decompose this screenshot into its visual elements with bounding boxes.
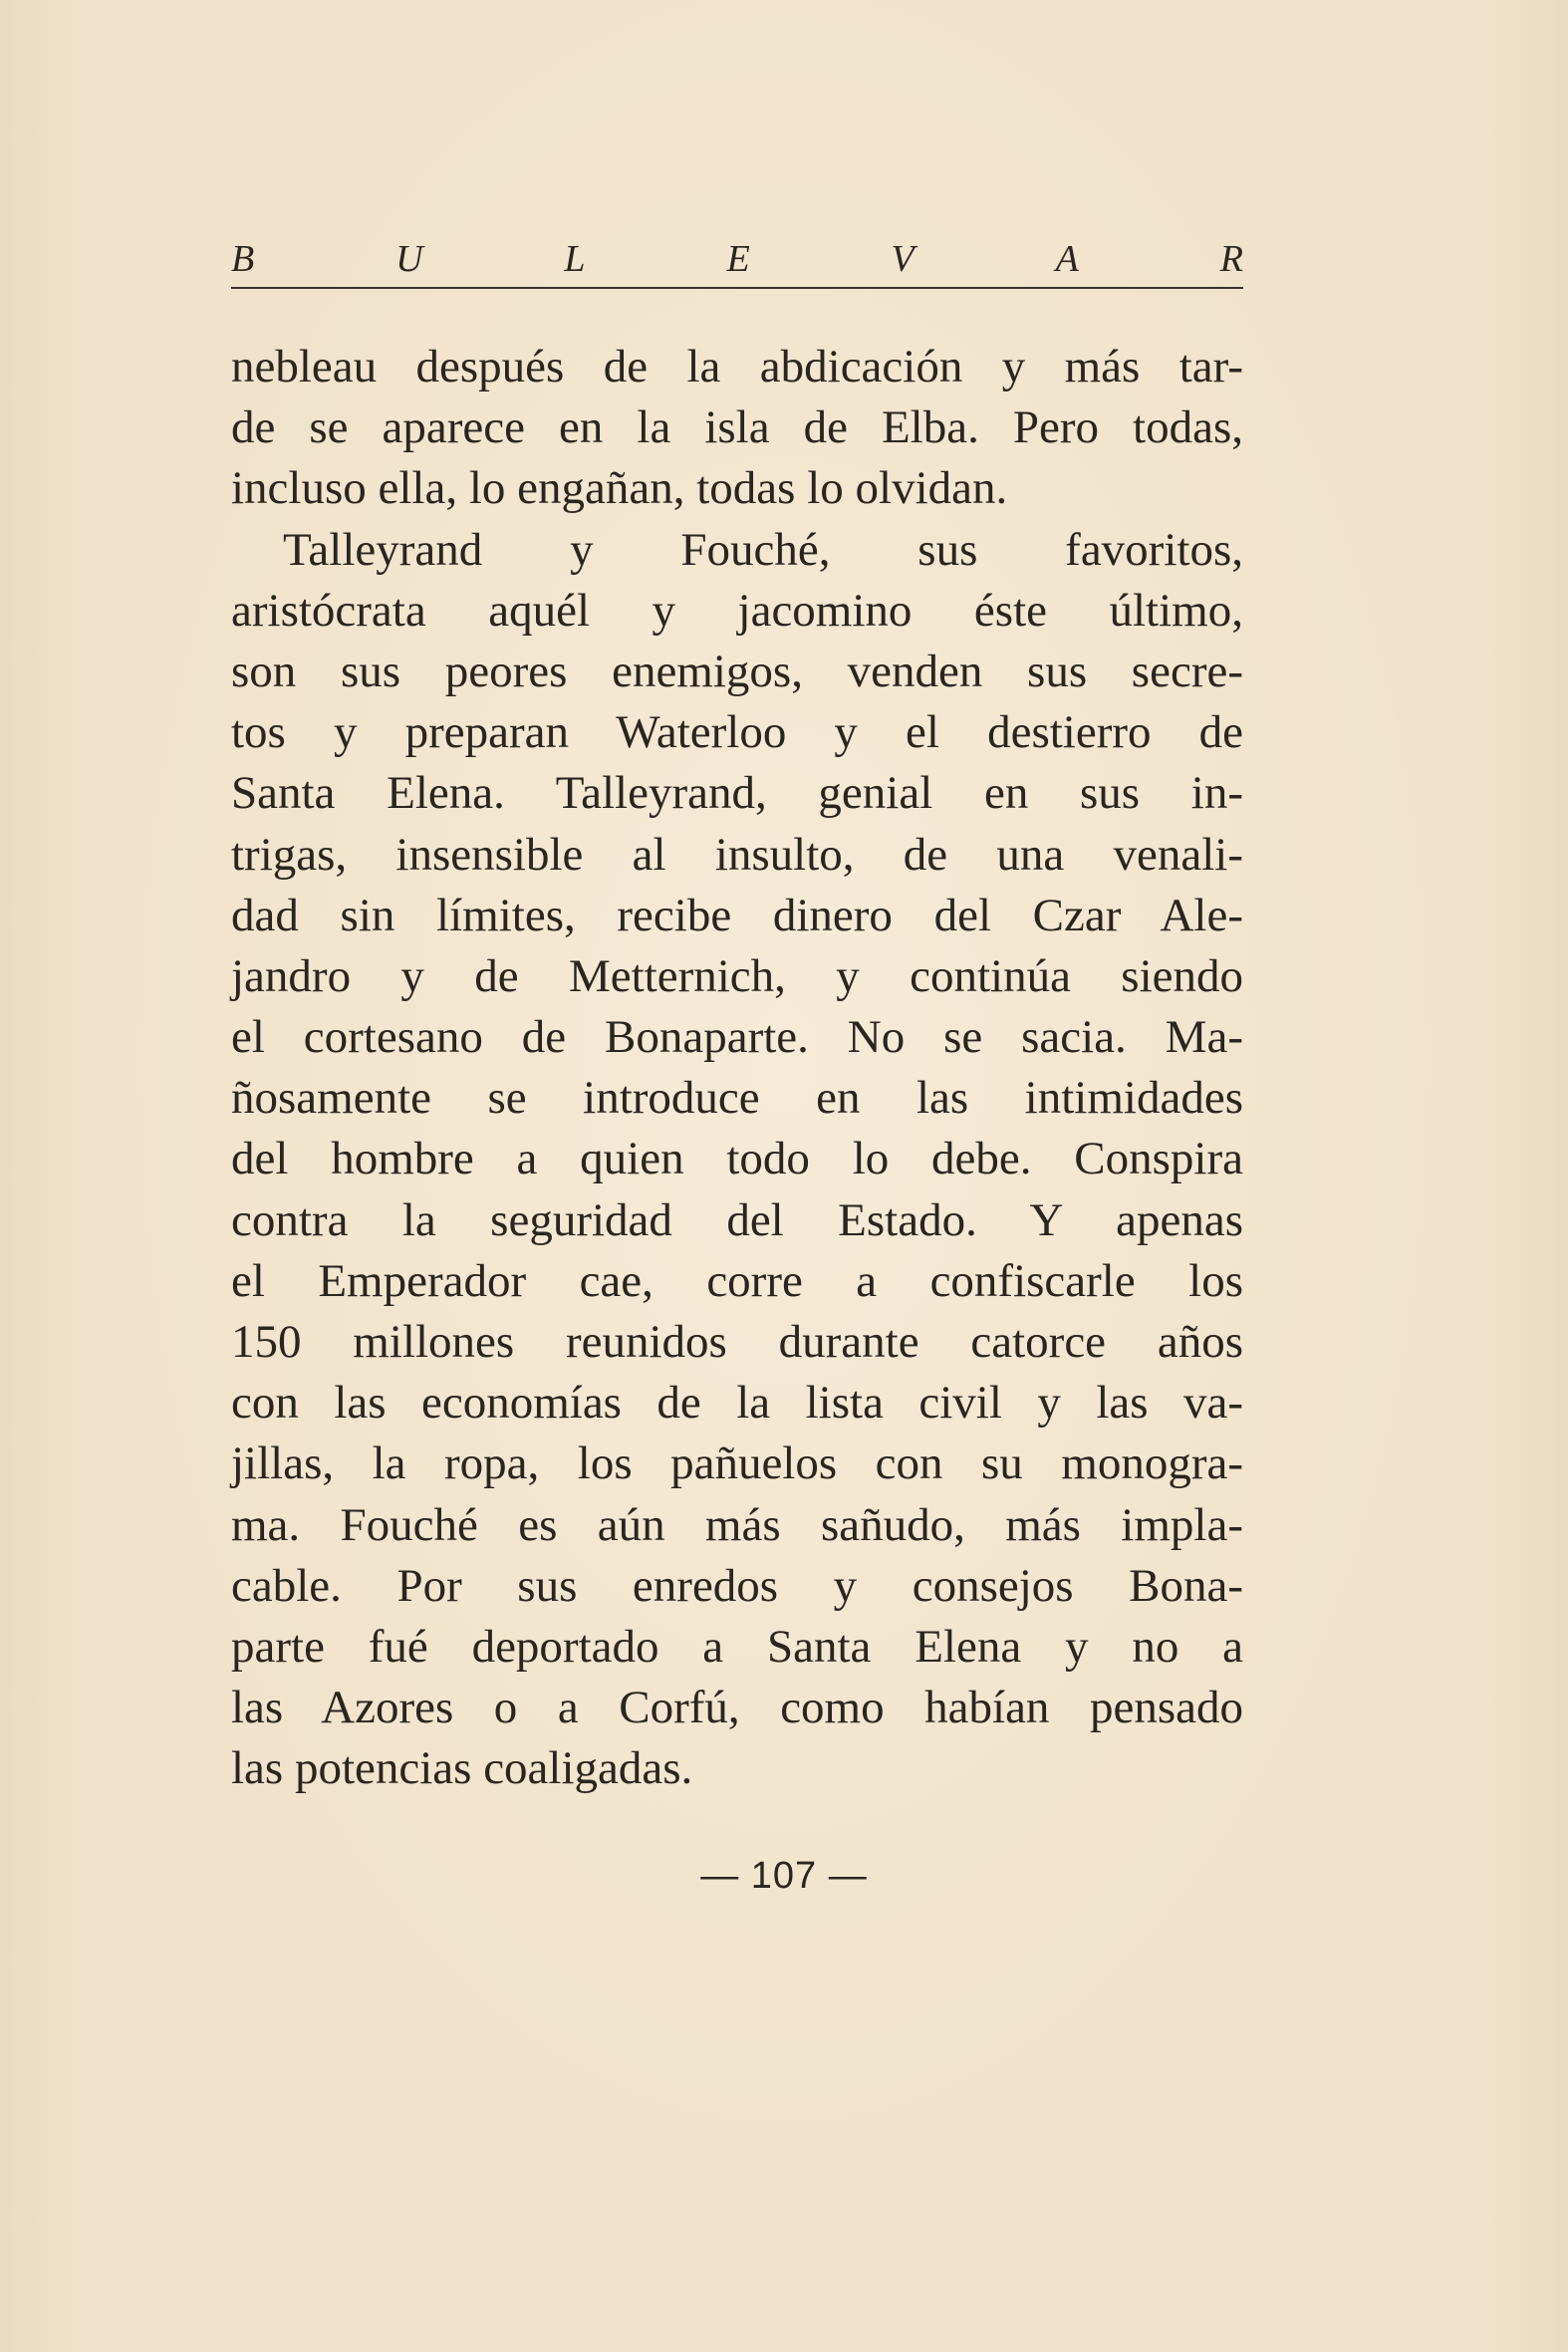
text-line: parte fué deportado a Santa Elena y no a [231,1620,1243,1673]
page-number: — 107 — [700,1855,868,1897]
header-letter: B [231,238,255,280]
text-line: nebleau después de la abdicación y más tar- [231,341,1243,392]
header-letter: U [395,238,423,280]
header-letter: E [726,238,750,280]
text-line: las potencias coaligadas. [231,1742,693,1795]
text-line: el Emperador cae, corre a confiscarle los [231,1254,1243,1307]
text-line: del hombre a quien todo lo debe. Conspira [231,1133,1243,1185]
text-line: el cortesano de Bonaparte. No se sacia. Ma- [231,1011,1243,1064]
text-line: incluso ella, lo engañan, todas lo olvidan. [231,462,1008,515]
text-line: jillas, la ropa, los pañuelos con su monogra- [231,1437,1243,1490]
text-line: Santa Elena. Talleyrand, genial en sus in- [231,767,1243,820]
text-line: de se aparece en la isla de Elba. Pero todas, [231,401,1243,454]
text-line: con las economías de la lista civil y las va- [231,1377,1243,1430]
page-body-text [231,337,1243,1800]
text-line: ñosamente se introduce en las intimidades [231,1072,1243,1125]
text-line: ma. Fouché es aún más sañudo, más impla- [231,1498,1243,1551]
header-letter: L [564,238,586,280]
text-line: cable. Por sus enredos y consejos Bona- [231,1559,1243,1612]
header-letter: A [1055,238,1079,280]
text-line: dad sin límites, recibe dinero del Czar Ale- [231,889,1243,941]
text-line: 150 millones reunidos durante catorce años [231,1316,1243,1368]
text-line: contra la seguridad del Estado. Y apenas [231,1193,1243,1246]
text-line: jandro y de Metternich, y continúa siendo [231,949,1243,1002]
text-line: trigas, insensible al insulto, de una venali- [231,828,1243,881]
text-line: Talleyrand y Fouché, sus favoritos, [283,523,1243,576]
header-letter: V [891,238,915,280]
header-rule [231,287,1243,289]
header-letter: R [1219,238,1243,280]
text-line: aristócrata aquél y jacomino éste último, [231,584,1243,637]
text-line: son sus peores enemigos, venden sus secre- [231,645,1243,697]
text-line: las Azores o a Corfú, como habían pensado [231,1682,1243,1734]
text-line: tos y preparan Waterloo y el destierro de [231,706,1243,759]
running-header [231,227,1243,281]
